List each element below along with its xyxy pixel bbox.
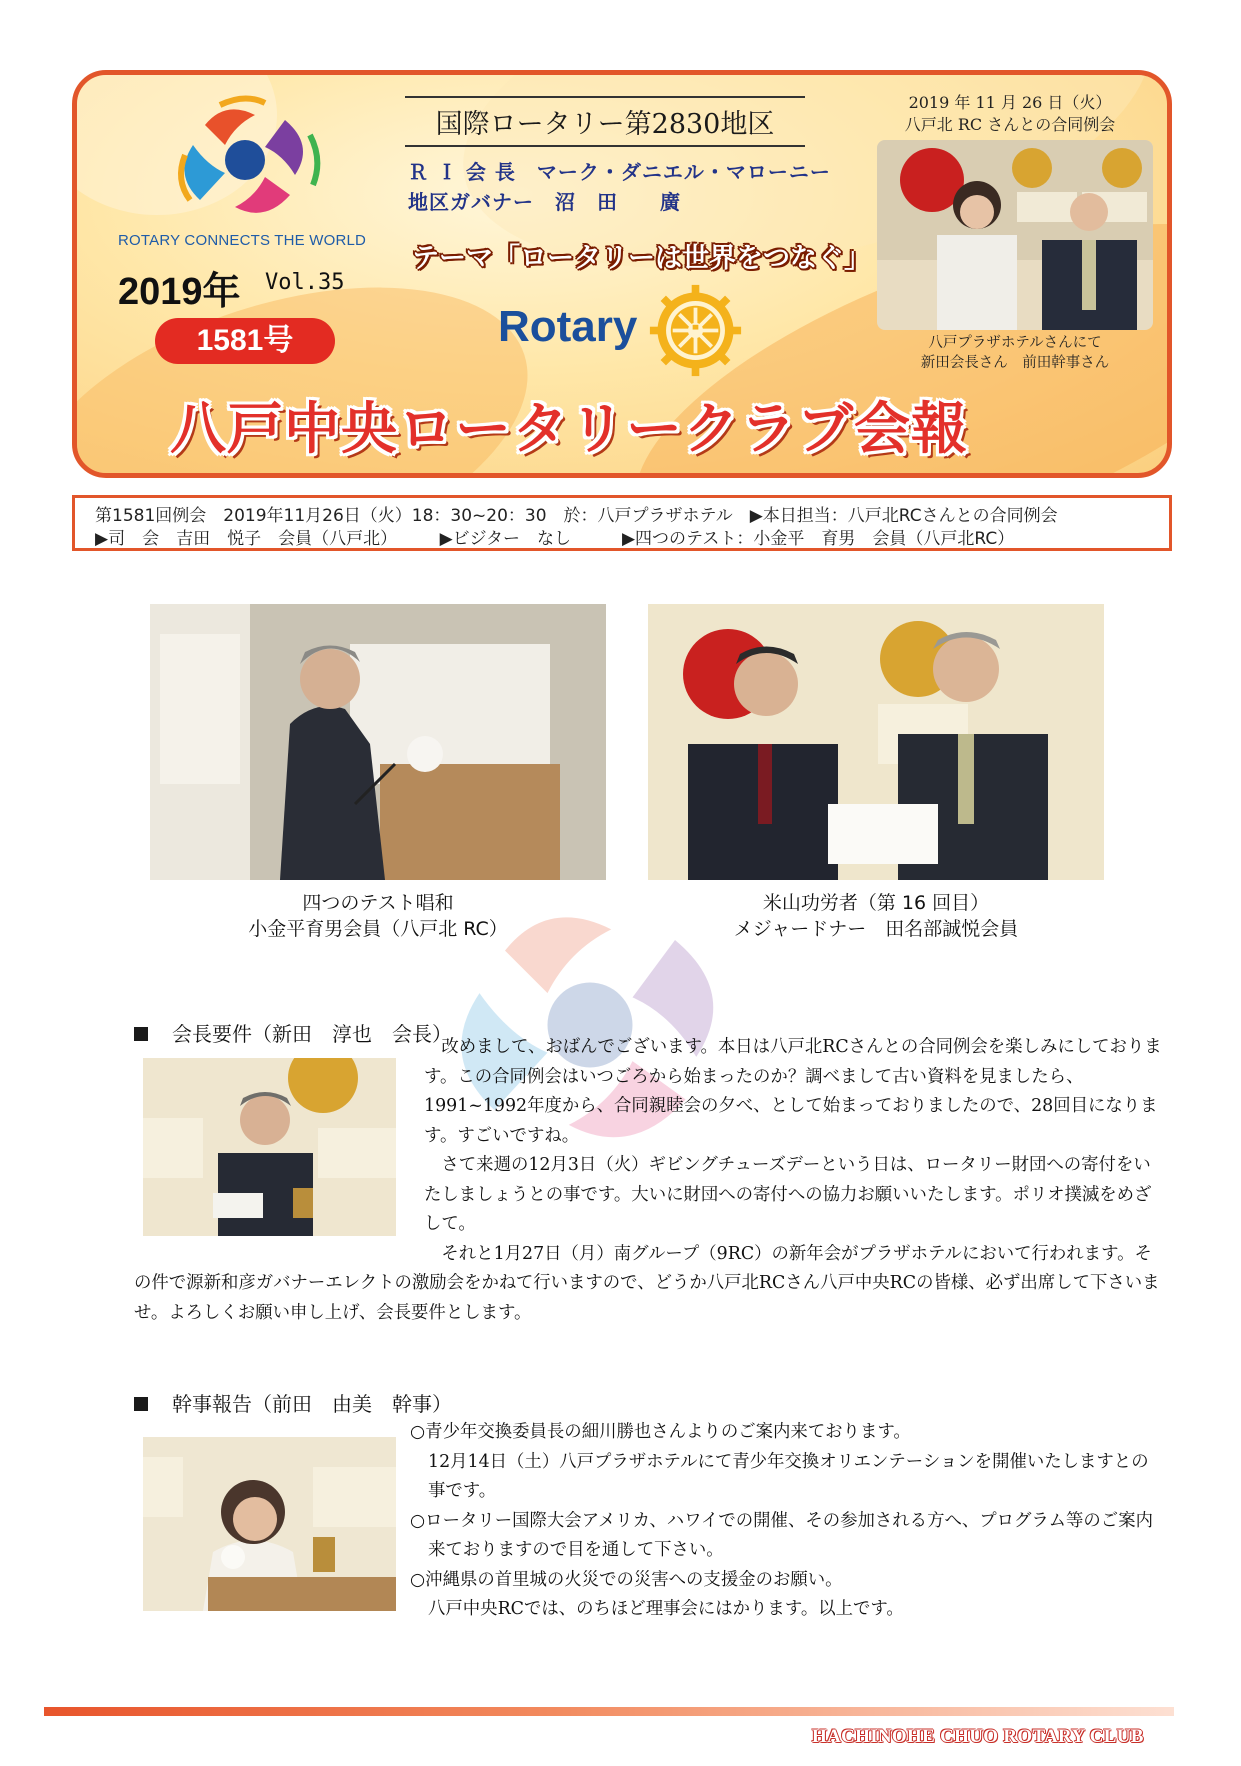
meeting-info-line1: 第1581回例会 2019年11月26日（火）18：30~20：30 於：八戸プラザホテル ▶本日担当：八戸北RCさんとの合同例会	[95, 506, 1058, 526]
paragraph: ○沖縄県の首里城の火災での災害への支援金のお願い。	[410, 1569, 843, 1590]
tagline: ROTARY CONNECTS THE WORLD	[118, 232, 367, 249]
paragraph: ○青少年交換委員長の細川勝也さんよりのご案内来ております。	[410, 1422, 911, 1442]
section-body-president	[134, 1033, 1164, 1328]
caption-line: 米山功労者（第 16 回目）	[762, 892, 990, 914]
section-heading-text: 幹事報告（前田 由美 幹事）	[172, 1392, 452, 1416]
header-photo-date-line1: 2019 年 11 月 26 日（火）	[908, 93, 1112, 112]
rotary-wordmark: Rotary	[498, 302, 638, 351]
district-title: 国際ロータリー第2830地区	[405, 96, 805, 147]
paragraph: ○ロータリー国際大会アメリカ、ハワイでの開催、その参加される方へ、プログラム等のご案内来ておりますので目を通して下さい。	[410, 1510, 1153, 1560]
square-bullet-icon	[134, 1397, 148, 1411]
footer-rule	[44, 1707, 1174, 1716]
section-heading-secretary	[134, 1388, 452, 1417]
theme: テーマ「ロータリーは世界をつなぐ」	[412, 243, 871, 274]
paragraph: 改めまして、おばんでございます。本日は八戸北RCさんとの合同例会を楽しみにしております。この合同例会はいつごろから始まったのか？調べまして古い資料を見ましたら、1991~1992年度から、合同親睦会の夕べ、として始まっておりましたので、28回目になります。すごいですね。	[424, 1037, 1162, 1146]
header-photo-date	[880, 92, 1140, 136]
caption-line: 四つのテスト唱和	[302, 892, 454, 914]
footer-club-name: HACHINOHE CHUO ROTARY CLUB	[812, 1726, 1144, 1747]
paragraph: 八戸中央RCでは、のちほど理事会にはかります。以上です。	[428, 1599, 904, 1619]
header-photo-caption	[880, 333, 1150, 373]
ri-president: Ｒ Ｉ 会 長 マーク・ダニエル・マローニー	[408, 160, 831, 184]
section-heading-text: 会長要件（新田 淳也 会長）	[172, 1022, 452, 1046]
photo-award	[648, 604, 1104, 880]
meeting-info-line2: ▶司 会 吉田 悦子 会員（八戸北） ▶ビジター なし ▶四つのテスト：小金平 育男 会員（八戸北RC）	[95, 529, 1015, 549]
header-photo	[877, 140, 1153, 330]
volume: Vol.35	[265, 270, 345, 295]
photo-four-way-test	[150, 604, 606, 880]
section-body-secretary	[410, 1418, 1165, 1625]
paragraph: 12月14日（土）八戸プラザホテルにて青少年交換オリエンテーションを開催いたしますとの事です。	[428, 1451, 1149, 1501]
meeting-info-box	[72, 495, 1172, 551]
district-governor: 地区ガバナー 沼 田 廣	[408, 190, 681, 214]
rotary-connects-logo	[165, 95, 325, 225]
issue-badge: 1581号	[155, 318, 335, 364]
photo-secretary	[143, 1437, 396, 1611]
caption-line: 小金平育男会員（八戸北 RC）	[248, 918, 508, 940]
header-photo-caption-line1: 八戸プラザホテルさんにて	[928, 335, 1102, 351]
rotary-wheel-icon	[648, 283, 743, 378]
year: 2019年	[118, 271, 241, 313]
paragraph: さて来週の12月3日（火）ギビングチューズデーという日は、ロータリー財団への寄付をいたしましょうとの事です。大いに財団への寄付への協力お願いいたします。ポリオ撲滅をめざして。	[424, 1155, 1152, 1234]
club-title: 八戸中央ロータリークラブ会報	[170, 397, 968, 462]
paragraph: それと1月27日（月）南グループ（9RC）の新年会がプラザホテルにおいて行われます。その件で源新和彦ガバナーエレクトの激励会をかねて行いますので、どうか八戸北RCさん八戸中央RCの皆様、必ず出席して下さいませ。よろしくお願い申し上げ、会長要件とします。	[134, 1243, 1160, 1323]
header-photo-caption-line2: 新田会長さん 前田幹事さん	[920, 355, 1110, 371]
caption-line: メジャードナー 田名部誠悦会員	[733, 918, 1019, 940]
header-photo-date-line2: 八戸北 RC さんとの合同例会	[904, 115, 1116, 134]
